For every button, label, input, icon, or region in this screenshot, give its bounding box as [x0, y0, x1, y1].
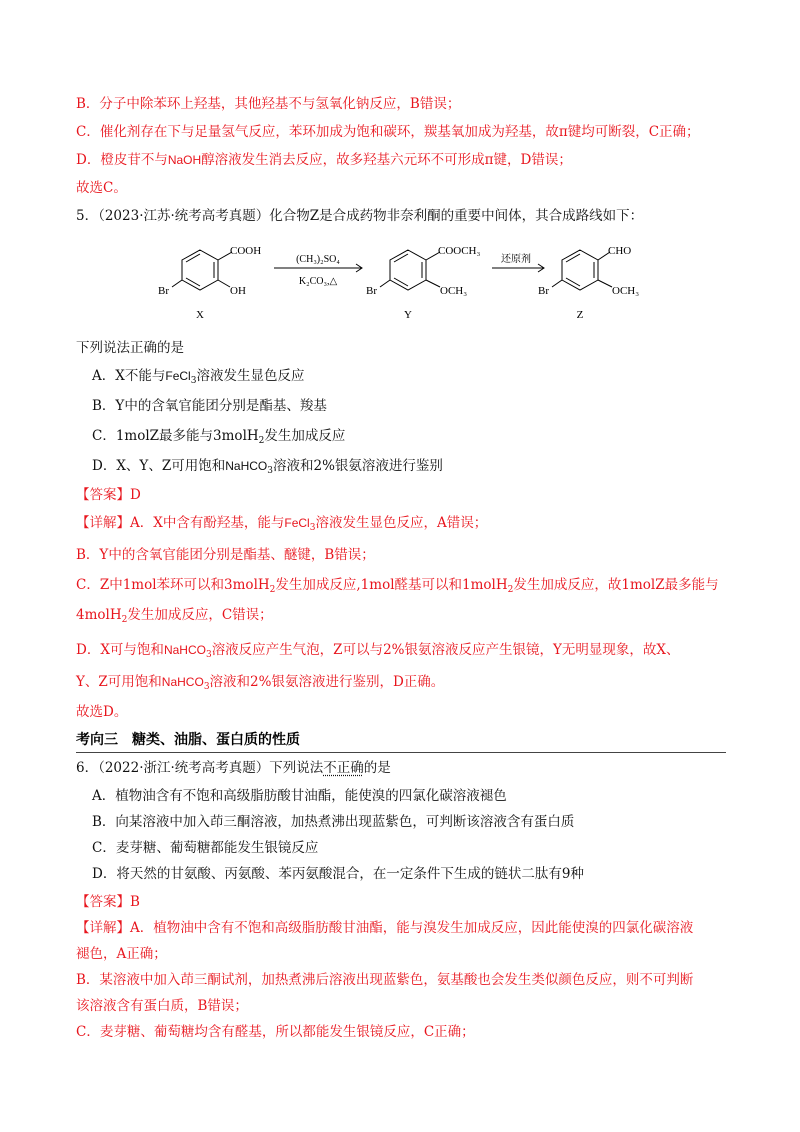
explanation-line: C．Z中1mol苯环可以和3molH$_2$发生加成反应,1mol醛基可以和1molH$_2$发生加成反应，故1molZ最多能与 — [76, 577, 719, 595]
explanation-line: 【详解】A．植物油中含有不饱和高级脂肪酸甘油酯，能与溴发生加成反应，因此能使溴的四氯化碳溶液 — [76, 920, 694, 936]
oh-label: OH — [230, 285, 246, 297]
text-line: C．催化剂存在下与足量氢气反应，苯环加成为饱和碳环，羰基氧加成为羟基，故π键均可断裂，C正确； — [76, 124, 700, 140]
option-c: C．1molZ最多能与3molH$_2$发生加成反应 — [92, 428, 346, 446]
option-b: B．Y中的含氧官能团分别是酯基、羧基 — [92, 398, 327, 414]
answer: 【答案】B — [76, 894, 140, 910]
question-stem: 5．（2023·江苏·统考高考真题）化合物Z是合成药物非奈利酮的重要中间体，其合成路线如下： — [76, 208, 644, 224]
text-line: 故选C。 — [76, 180, 127, 196]
explanation-line: B．某溶液中加入茚三酮试剂，加热煮沸后溶液出现蓝紫色，氨基酸也会发生类似颜色反应，则不可判断 — [76, 972, 694, 988]
divider — [76, 752, 726, 753]
option-a: A．X不能与FeCl$_3$溶液发生显色反应 — [92, 368, 305, 386]
reagent-label: (CH₃)₂SO₄ — [296, 254, 340, 265]
explanation-line: B．Y中的含氧官能团分别是酯基、醚键，B错误； — [76, 547, 375, 563]
section-heading: 考向三 糖类、油脂、蛋白质的性质 — [76, 732, 300, 748]
reaction-scheme — [150, 232, 690, 324]
reagent-label: K₂CO₃,△ — [298, 276, 338, 287]
methoxy-label: OCH₃ — [440, 285, 468, 297]
text-line: D．橙皮苷不与NaOH醇溶液发生消去反应，故多羟基六元环不可形成π键，D错误； — [76, 152, 572, 168]
ester-label: COOCH₃ — [438, 245, 481, 257]
explanation-line: 该溶液含有蛋白质，B错误； — [76, 998, 248, 1014]
answer: 【答案】D — [76, 487, 141, 503]
explanation-line: D．X可与饱和NaHCO$_3$溶液反应产生气泡，Z可以与2%银氨溶液反应产生银镜，Y无明显现象，故X、 — [76, 642, 680, 660]
option-b: B．向某溶液中加入茚三酮溶液，加热煮沸出现蓝紫色，可判断该溶液含有蛋白质 — [92, 814, 575, 830]
cho-label: CHO — [608, 245, 632, 257]
question-prompt: 下列说法正确的是 — [76, 340, 184, 356]
option-c: C．麦芽糖、葡萄糖都能发生银镜反应 — [92, 840, 319, 856]
reagent-label: 还原剂 — [501, 254, 531, 265]
methoxy-label: OCH₃ — [612, 285, 640, 297]
br-label: Br — [538, 285, 549, 297]
molecule-x — [172, 250, 232, 290]
explanation-line: 【详解】A．X中含有酚羟基，能与FeCl$_3$溶液发生显色反应，A错误； — [76, 515, 488, 533]
explanation-line: 4molH$_2$发生加成反应，C错误； — [76, 607, 273, 625]
cooh-label: COOH — [230, 245, 262, 257]
option-d: D．将天然的甘氨酸、丙氨酸、苯丙氨酸混合，在一定条件下生成的链状二肽有9种 — [92, 866, 584, 882]
br-label: Br — [366, 285, 377, 297]
explanation-line: Y、Z可用饱和NaHCO$_3$溶液和2%银氨溶液进行鉴别，D正确。 — [76, 674, 445, 692]
molecule-z — [552, 250, 612, 290]
conclusion: 故选D。 — [76, 704, 128, 720]
question-stem: 6．（2022·浙江·统考高考真题）下列说法不正确的是 — [76, 760, 391, 776]
text-line: B．分子中除苯环上羟基，其他羟基不与氢氧化钠反应，B错误； — [76, 96, 461, 112]
molecule-label-z: Z — [576, 309, 584, 321]
option-d: D．X、Y、Z可用饱和NaHCO$_3$溶液和2%银氨溶液进行鉴别 — [92, 458, 443, 476]
molecule-label-y: Y — [404, 309, 412, 321]
molecule-y — [380, 250, 440, 290]
option-a: A．植物油含有不饱和高级脂肪酸甘油酯，能使溴的四氯化碳溶液褪色 — [92, 788, 507, 804]
explanation-line: 褪色，A正确； — [76, 946, 167, 962]
explanation-line: C．麦芽糖、葡萄糖均含有醛基，所以都能发生银镜反应，C正确； — [76, 1024, 475, 1040]
br-label: Br — [158, 285, 169, 297]
molecule-label-x: X — [196, 309, 204, 321]
